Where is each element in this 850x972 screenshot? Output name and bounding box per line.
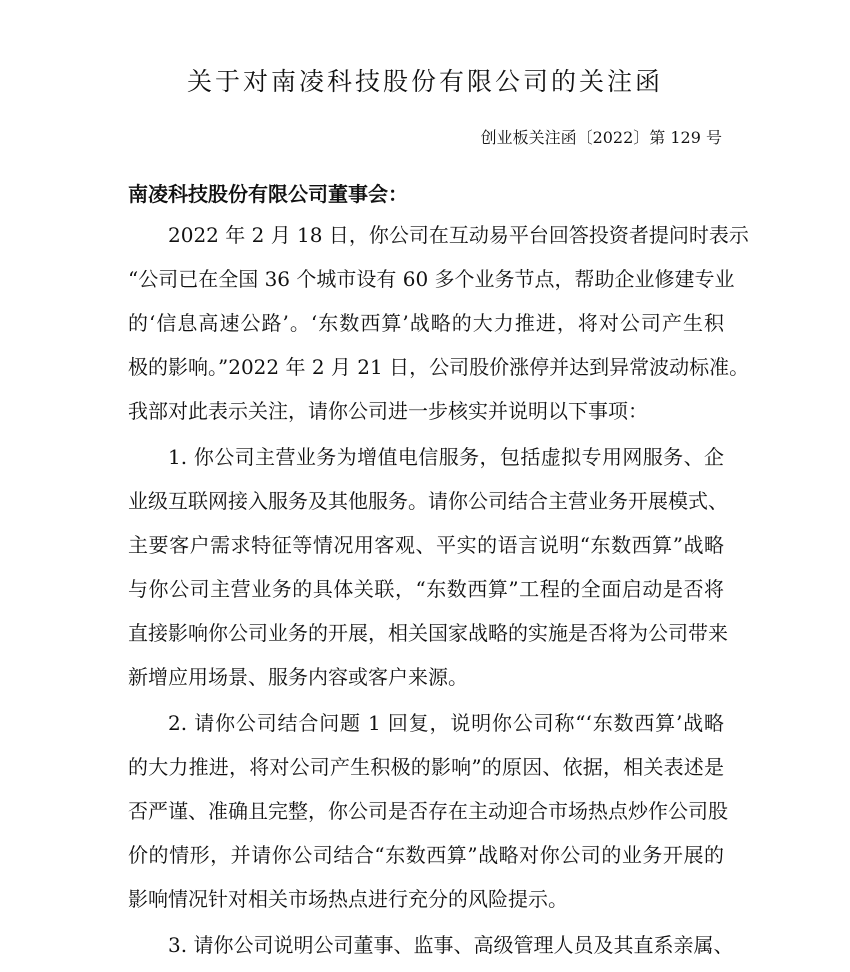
paragraph-line: “公司已在全国 36 个城市设有 60 多个业务节点，帮助企业修建专业 — [128, 267, 735, 291]
paragraph-line: 2022 年 2 月 18 日，你公司在互动易平台回答投资者提问时表示 — [168, 223, 749, 247]
addressee: 南凌科技股份有限公司董事会： — [128, 182, 408, 206]
paragraph-line: 新增应用场景、服务内容或客户来源。 — [128, 665, 468, 689]
paragraph-line: 的大力推进，将对公司产生积极的影响”的原因、依据，相关表述是 — [128, 755, 724, 779]
paragraph-line: 与你公司主营业务的具体关联，“东数西算”工程的全面启动是否将 — [128, 577, 724, 601]
paragraph-line: 2. 请你公司结合问题 1 回复，说明你公司称“‘东数西算’战略 — [168, 711, 724, 735]
paragraph-line: 的‘信息高速公路’。‘东数西算’战略的大力推进，将对公司产生积 — [128, 311, 724, 335]
document-title: 关于对南凌科技股份有限公司的关注函 — [186, 67, 663, 96]
paragraph-line: 影响情况针对相关市场热点进行充分的风险提示。 — [128, 887, 568, 911]
paragraph-line: 业级互联网接入服务及其他服务。请你公司结合主营业务开展模式、 — [128, 489, 728, 513]
paragraph-line: 1. 你公司主营业务为增值电信服务，包括虚拟专用网服务、企 — [168, 445, 724, 469]
paragraph-line: 极的影响。”2022 年 2 月 21 日，公司股价涨停并达到异常波动标准。 — [128, 355, 750, 379]
paragraph-line: 3. 请你公司说明公司董事、监事、高级管理人员及其直系亲属、 — [168, 933, 734, 957]
paragraph-line: 直接影响你公司业务的开展，相关国家战略的实施是否将为公司带来 — [128, 621, 728, 645]
paragraph-line: 价的情形，并请你公司结合“东数西算”战略对你公司的业务开展的 — [128, 843, 724, 867]
paragraph-line: 我部对此表示关注，请你公司进一步核实并说明以下事项： — [128, 399, 648, 423]
paragraph-line: 主要客户需求特征等情况用客观、平实的语言说明“东数西算”战略 — [128, 533, 724, 557]
paragraph-line: 否严谨、准确且完整，你公司是否存在主动迎合市场热点炒作公司股 — [128, 799, 728, 823]
document-number: 创业板关注函〔2022〕第 129 号 — [480, 128, 722, 147]
